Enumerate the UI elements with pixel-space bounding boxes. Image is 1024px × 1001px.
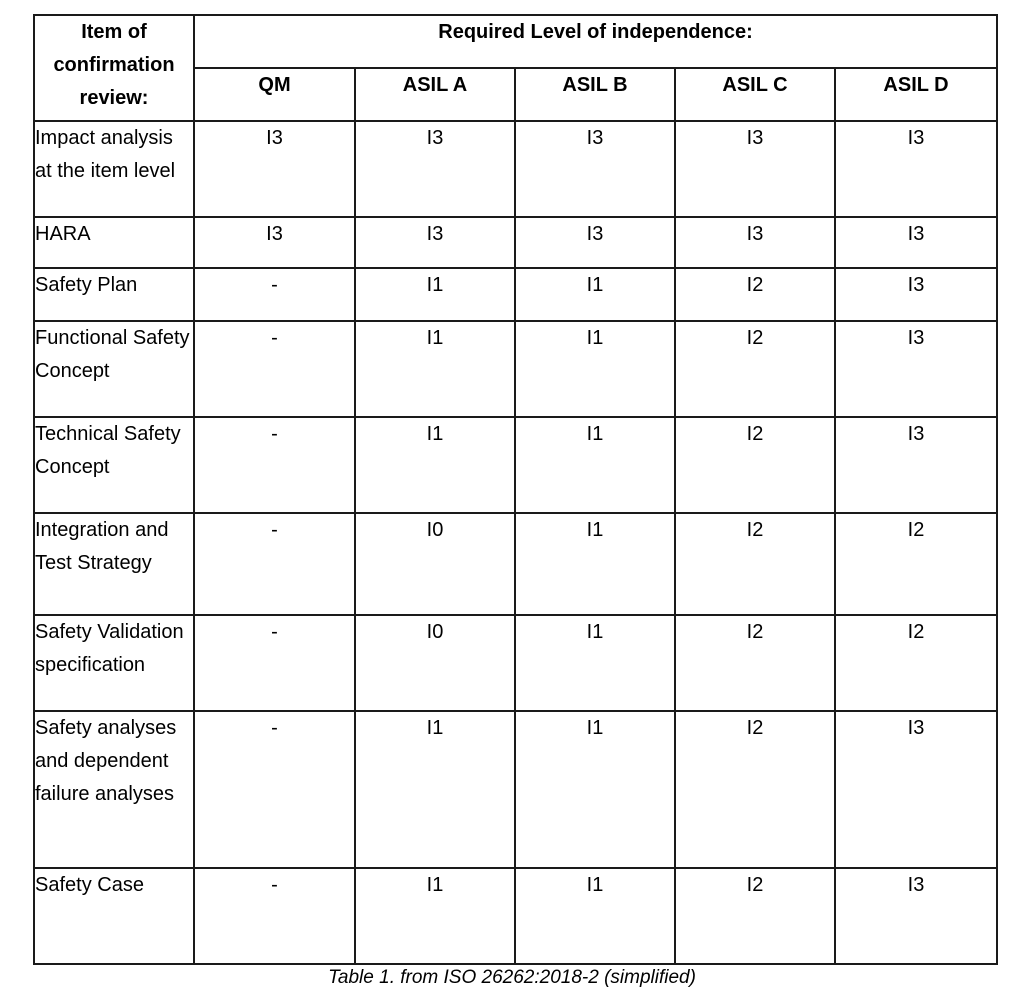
table-cell: I3: [355, 217, 515, 268]
table-cell: -: [194, 321, 355, 417]
row-label: Functional Safety Concept: [34, 321, 194, 417]
row-label: Impact analysis at the item level: [34, 121, 194, 217]
table-cell: I1: [515, 868, 675, 964]
table-cell: I3: [835, 321, 997, 417]
table-cell: I3: [355, 121, 515, 217]
independence-table: [33, 14, 998, 965]
table-cell: I3: [835, 868, 997, 964]
row-label: Safety Case: [34, 868, 194, 964]
table-row: [34, 615, 997, 711]
column-header-asil-a: ASIL A: [355, 68, 515, 121]
table-cell: I3: [835, 711, 997, 868]
table-cell: I3: [835, 268, 997, 321]
item-column-header: Item of confirmation review:: [34, 15, 194, 121]
row-label: HARA: [34, 217, 194, 268]
table-cell: I2: [835, 615, 997, 711]
table-row: [34, 513, 997, 615]
table-cell: I3: [835, 217, 997, 268]
table-cell: I2: [675, 711, 835, 868]
table-cell: I1: [515, 711, 675, 868]
row-label: Technical Safety Concept: [34, 417, 194, 513]
table-cell: I3: [515, 121, 675, 217]
table-row: [34, 268, 997, 321]
table-cell: I3: [515, 217, 675, 268]
table-cell: I2: [675, 321, 835, 417]
table-cell: I1: [355, 321, 515, 417]
table-cell: I2: [835, 513, 997, 615]
table-cell: -: [194, 513, 355, 615]
table-cell: I0: [355, 513, 515, 615]
table-cell: I1: [515, 321, 675, 417]
table-cell: I2: [675, 417, 835, 513]
row-label: Safety Plan: [34, 268, 194, 321]
table-cell: -: [194, 268, 355, 321]
table-row: [34, 711, 997, 868]
table-cell: I1: [355, 711, 515, 868]
table-row: [34, 868, 997, 964]
table-cell: I2: [675, 615, 835, 711]
table-cell: I3: [835, 417, 997, 513]
table-row: [34, 417, 997, 513]
table-row: [34, 321, 997, 417]
column-header-asil-c: ASIL C: [675, 68, 835, 121]
table-cell: I3: [675, 121, 835, 217]
row-label: Integration and Test Strategy: [34, 513, 194, 615]
table-cell: I1: [515, 615, 675, 711]
table-row: [34, 217, 997, 268]
row-label: Safety Validation specification: [34, 615, 194, 711]
table-cell: -: [194, 615, 355, 711]
table-cell: I2: [675, 513, 835, 615]
row-label: Safety analyses and dependent failure analyses: [34, 711, 194, 868]
column-header-qm: QM: [194, 68, 355, 121]
table-cell: I1: [515, 513, 675, 615]
table-cell: I3: [675, 217, 835, 268]
table-cell: I3: [835, 121, 997, 217]
table-cell: I2: [675, 868, 835, 964]
table-caption: Table 1. from ISO 26262:2018-2 (simplified): [328, 967, 696, 988]
table-cell: I3: [194, 121, 355, 217]
column-header-asil-d: ASIL D: [835, 68, 997, 121]
table-cell: -: [194, 417, 355, 513]
table-cell: I1: [515, 268, 675, 321]
table-cell: -: [194, 711, 355, 868]
table-cell: I2: [675, 268, 835, 321]
table-row: [34, 121, 997, 217]
table-cell: I1: [355, 868, 515, 964]
table-cell: I0: [355, 615, 515, 711]
table-cell: -: [194, 868, 355, 964]
column-header-asil-b: ASIL B: [515, 68, 675, 121]
table-cell: I1: [355, 417, 515, 513]
table-cell: I3: [194, 217, 355, 268]
table-cell: I1: [515, 417, 675, 513]
independence-group-header: Required Level of independence:: [194, 15, 997, 68]
table-cell: I1: [355, 268, 515, 321]
